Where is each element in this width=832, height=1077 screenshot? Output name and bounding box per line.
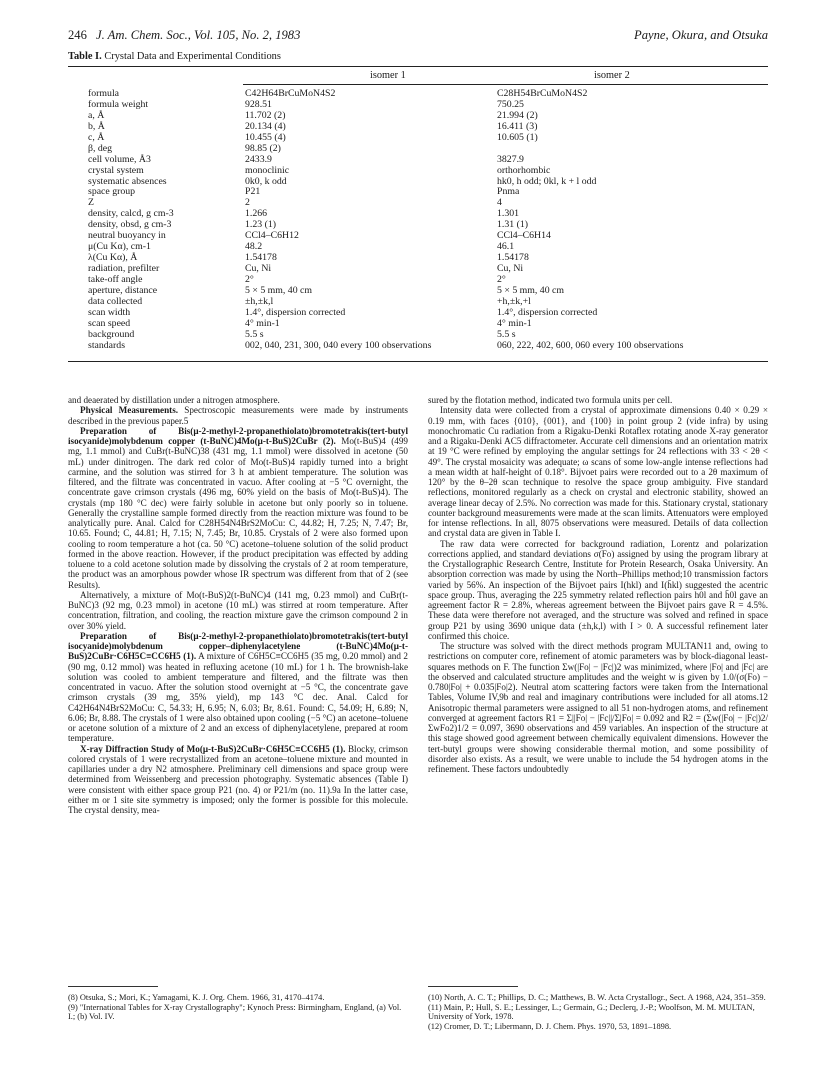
table-cell-isomer-2: 1.4°, dispersion corrected: [497, 306, 598, 318]
table-cell-isomer-1: 002, 040, 231, 300, 040 every 100 observations: [245, 339, 432, 351]
table-cell-isomer-1: 5.5 s: [245, 328, 264, 340]
table-row: [88, 144, 768, 155]
table-cell-isomer-2: 1.31 (1): [497, 219, 529, 231]
table-cell-parameter: scan speed: [88, 317, 131, 329]
table-cell-isomer-2: 2°: [497, 273, 506, 285]
table-cell-isomer-1: C42H64BrCuMoN4S2: [245, 88, 336, 99]
section-heading: X-ray Diffraction Study of Mo(μ-t-BuS)2CuBr·C6H5C≡CC6H5 (1).: [80, 743, 346, 754]
paragraph-text: Blocky, crimson colored crystals of 1 were recrystallized from an acetone–toluene mixture and mounted in capillaries under a dry N2 atmosphere. Preliminary cell dimensions and space group were determined from Weissenberg and precession photography. Systematic absences (Table I) were consistent with either space group P21 (no. 4) or P21/m (no. 11).9a In the latter case, either m or 1 site site symmetry is imposed; only the former is possible for this molecule. The crystal density, mea-: [68, 743, 408, 815]
table-cell-parameter: systematic absences: [88, 175, 167, 187]
table-cell-isomer-1: 1.4°, dispersion corrected: [245, 306, 346, 318]
table-cell-isomer-1: Cu, Ni: [245, 263, 272, 274]
table-cell-isomer-2: 4° min-1: [497, 317, 532, 329]
paragraph-text: Mo(t-BuS)4 (499 mg, 1.1 mmol) and CuBr(t-BuNC)38 (431 mg, 1.1 mmol) were dissolved in acetone (50 mL) under dinitrogen. The dark red color of Mo(t-BuS)4 rapidly turned into a bright carmine, and the solution was stirred for 3 h at ambient temperature. The solution was filtered, and the filtrate was concentrated in vacuo. After cooling at −5 °C overnight, the concentrate gave crimson crystals (496 mg, 60% yield on the basis of Mo(t-BuS)4). The crystals (mp 180 °C dec) were fairly soluble in acetone but only poorly so in toluene. Generally the crystalline sample formed directly from the reaction mixture was found to be analytically pure. Anal. Calcd for C28H54N4BrS2MoCu: C, 44.82; H, 7.25; N, 7.47; Br, 10.65. Found; C, 44.81; H, 7.15; N, 7.45; Br, 10.85. Crystals of 2 were also formed upon cooling to room temperature a hot (ca. 50 °C) acetone–toluene solution of the solid product formed in the above reaction. However, if the product precipitation was effected by adding toluene to a cold acetone solution made by dissolving the crystals of 2 at room temperature, the product was an amorphous powder whose IR spectrum was different from that of 2 (see Results).: [68, 436, 408, 590]
table-cell-isomer-2: 4: [497, 197, 502, 209]
table-cell-parameter: background: [88, 328, 135, 340]
table-row: [88, 253, 768, 264]
table-title: Crystal Data and Experimental Conditions: [104, 51, 281, 62]
running-header: [68, 28, 768, 44]
table-cell-parameter: a, Å: [88, 109, 105, 121]
body-paragraph: [68, 744, 408, 816]
table-cell-isomer-2: 1.301: [497, 208, 520, 220]
table-cell-parameter: scan width: [88, 306, 131, 318]
table-row: [88, 242, 768, 253]
table-cell-parameter: Z: [88, 197, 94, 209]
body-paragraph: [68, 405, 408, 426]
table-cell-isomer-2: 3827.9: [497, 153, 524, 165]
table-cell-isomer-1: 2: [245, 197, 250, 209]
table-cell-parameter: neutral buoyancy in: [88, 230, 166, 242]
paragraph-text: The raw data were corrected for background radiation, Lorentz and polarization corrections applied, and standard deviations σ(Fo) assigned by using the program library at the Crystallographic Research Centre, Institute for Protein Research, Osaka University. An absorption correction was made by using the North–Phillips method;10 transmission factors varied by 56%. An inspection of the Bijvoet pairs I(hkl) and I(h̄kl) suggested the acentric space group. Thus, averaging the 225 symmetry related reflection pairs h0l and h̄0l gave an agreement factor R = 2.8%, whereas agreement between the Bijvoet pairs gave R = 4.5%. These data were therefore not averaged, and the structure was solved and refined in space group P21 by using 3690 unique data (±h,k,l) with I > 0. A successful refinement later confirmed this choice.: [428, 538, 768, 641]
table-row: [88, 330, 768, 341]
table-cell-parameter: formula: [88, 88, 120, 99]
footnote: (9) "International Tables for X-ray Crystallography"; Kynoch Press: Birmingham, England, (a) Vol. I.; (b) Vol. IV.: [68, 1002, 402, 1022]
table-cell-isomer-1: 5 × 5 mm, 40 cm: [245, 284, 313, 296]
table-cell-isomer-1: 1.54178: [245, 252, 277, 264]
crystal-data-table: [88, 89, 768, 352]
table-cell-isomer-2: 5 × 5 mm, 40 cm: [497, 284, 565, 296]
table-cell-isomer-2: 1.54178: [497, 252, 529, 264]
table-cell-isomer-2: 21.994 (2): [497, 109, 538, 121]
right-text-column: [428, 395, 768, 774]
table-cell-parameter: λ(Cu Kα), Å: [88, 252, 138, 264]
paragraph-text: The structure was solved with the direct methods program MULTAN11 and, owing to restrictions on computer core, refinement of atomic parameters was by block-diagonal least-squares methods on F. The function Σw(|Fo| − |Fc|)2 was minimized, where |Fo| and |Fc| are the observed and calculated structure amplitudes and the weight w is given by 1.0/(σ(Fo) − 0.780|Fo| + 0.035|Fo|2). Neutral atom scattering factors were taken from the International Tables, Volume IV,9b and real and imaginary contributions were included for all atoms.12 Anisotropic thermal parameters were assigned to all 51 non-hydrogen atoms, and refinement converged at agreement factors R1 = Σ||Fo| − |Fc||/Σ|Fo| = 0.092 and R2 = (Σw(|Fo| − |Fc|)2/ΣwFo2)1/2 = 0.097, 3690 observations and 459 variables. An inspection of the structure at this stage showed good agreement between chemically equivalent dimensions. However the tert-butyl groups were showing considerable thermal motion, and some possibility of disorder also exists. As a result, we were unable to include the 54 hydrogen atoms in the refinement. These factors undoubtedly: [428, 641, 768, 774]
table-cell-isomer-2: orthorhombic: [497, 164, 551, 176]
table-cell-isomer-2: Pnma: [497, 186, 520, 198]
table-bottom-rule: [68, 361, 768, 362]
footnote: (8) Otsuka, S.; Mori, K.; Yamagami, K. J. Org. Chem. 1966, 31, 4170–4174.: [68, 993, 325, 1002]
paragraph-text: Spectroscopic measurements were made by instruments described in the previous paper.5: [68, 405, 408, 426]
table-row: [88, 177, 768, 188]
paragraph-text: and deaerated by distillation under a nitrogen atmosphere.: [68, 395, 280, 405]
section-heading: Preparation of Bis(μ-2-methyl-2-propanethiolato)bromotetrakis(tert-butyl isocyanide)molybdenum copper–diphenylacetylene (t-BuNC)4Mo(μ-t-BuS)2CuBr·C6H5C≡CC6H5 (1).: [68, 630, 408, 662]
table-row: [88, 264, 768, 275]
body-paragraph: [68, 395, 408, 405]
table-label: Table I.: [68, 51, 102, 62]
table-cell-parameter: μ(Cu Kα), cm-1: [88, 241, 151, 253]
footnote: (11) Main, P.; Hull, S. E.; Lessinger, L.; Germain, G.; Declerq, J.-P.; Woolfson, M. M. MULTAN, University of York, 1978.: [428, 1002, 755, 1022]
body-paragraph: [428, 405, 768, 538]
table-cell-isomer-2: 060, 222, 402, 600, 060 every 100 observations: [497, 339, 684, 351]
table-cell-parameter: space group: [88, 186, 136, 198]
table-cell-parameter: density, obsd, g cm-3: [88, 219, 172, 231]
table-row: [88, 319, 768, 330]
table-cell-isomer-1: 98.85 (2): [245, 142, 281, 154]
table-cell-isomer-2: 10.605 (1): [497, 131, 538, 143]
column-header-rule: [243, 84, 768, 85]
paragraph-text: A mixture of C6H5C≡CC6H5 (35 mg, 0.20 mmol) and 2 (90 mg, 0.12 mmol) was heated in refluxing acetone (10 mL) for 1 h. The brownish-lake solution was cooled to ambient temperature and filtered, and the filtrate was then concentrated in vacuo. After the solution stood overnight at −5 °C, the concentrate gave crimson crystals (39 mg, 35% yield), mp 143 °C dec. Anal. Calcd for C42H64N4BrS2MoCu: C, 54.33; H, 6.95; N, 6.03; Br, 8.61. Found: C, 54.09; H, 6.89; N, 6.06; Br, 8.88. The crystals of 1 were also obtained upon cooling (−5 °C) an acetone–toluene or acetone solution of a mixture of 2 and an excess of diphenylacetylene, prepared at room temperature.: [68, 651, 408, 744]
body-paragraph: [428, 641, 768, 774]
table-cell-isomer-1: 0k0, k odd: [245, 175, 287, 187]
table-cell-isomer-1: CCl4–C6H12: [245, 230, 299, 242]
table-cell-isomer-2: 16.411 (3): [497, 120, 538, 132]
journal-citation: J. Am. Chem. Soc., Vol. 105, No. 2, 1983: [96, 28, 301, 42]
column-header-isomer-2: isomer 2: [594, 70, 630, 81]
paragraph-text: Alternatively, a mixture of Mo(t-BuS)2(t-BuNC)4 (141 mg, 0.23 mmol) and CuBr(t-BuNC)3 (92 mg, 0.23 mmol) in acetone (10 mL) was stirred at room temperature. After concentration, filtration, and cooling, the reaction mixture gave the crimson compound 2 in over 30% yield.: [68, 589, 408, 631]
table-cell-isomer-1: monoclinic: [245, 164, 290, 176]
table-cell-parameter: data collected: [88, 295, 143, 307]
author-line: Payne, Okura, and Otsuka: [634, 28, 768, 42]
left-footnotes: [68, 993, 408, 1022]
table-cell-parameter: crystal system: [88, 164, 144, 176]
table-row: [88, 308, 768, 319]
paragraph-text: Intensity data were collected from a crystal of approximate dimensions 0.40 × 0.29 × 0.19 mm, with faces {010}, {001}, and {100} in point group 2 (vide infra) by using monochromatic Cu radiation from a Rigaku-Denki Rotaflex rotating anode X-ray generator and a Rigaku-Denki AC5 diffractometer. Accurate cell dimensions and an orientation matrix at 19 °C were refined by employing the angular settings for 24 reflections with 33 < 2θ < 49°. The crystal mosaicity was adequate; ω scans of some low-angle intense reflections had a mean width at half-height of 0.18°. Bijvoet pairs were recorded out to a 2θ maximum of 120° by the θ–2θ scan technique to resolve the space group ambiguity. Five standard reflections, monitored regularly as a check on crystal and electronic stability, showed an average linear decay of 2.5%. No correction was made for this. Stationary crystal, stationary counter background measurements were made at the scan limits. Attenuators were employed for intense reflections. In all, 8075 observations were measured. Details of data collection and crystal data are given in Table I.: [428, 405, 768, 539]
table-cell-isomer-1: 1.23 (1): [245, 219, 277, 231]
table-row: [88, 297, 768, 308]
body-paragraph: [428, 539, 768, 642]
body-paragraph: [68, 590, 408, 631]
table-cell-parameter: standards: [88, 339, 126, 351]
footnote: (12) Cromer, D. T.; Libermann, D. J. Chem. Phys. 1970, 53, 1891–1898.: [428, 1022, 672, 1032]
table-cell-isomer-1: 2°: [245, 273, 254, 285]
table-cell-isomer-1: 2433.9: [245, 153, 272, 165]
table-row: [88, 187, 768, 198]
footnote: (10) North, A. C. T.; Phillips, D. C.; Matthews, B. W. Acta Crystallogr., Sect. A 1968, A24, 351–359.: [428, 993, 766, 1002]
table-row: [88, 341, 768, 352]
table-row: [88, 155, 768, 166]
footnote-rule-left: [68, 986, 158, 987]
left-text-column: [68, 395, 408, 815]
table-cell-isomer-2: 750.25: [497, 98, 524, 110]
body-paragraph: [68, 426, 408, 590]
body-paragraph: [428, 395, 768, 405]
table-cell-isomer-2: hk0, h odd; 0kl, k + l odd: [497, 175, 597, 187]
table-cell-isomer-2: CCl4–C6H14: [497, 230, 551, 242]
table-cell-parameter: aperture, distance: [88, 284, 158, 296]
body-paragraph: [68, 631, 408, 744]
table-cell-parameter: formula weight: [88, 98, 149, 110]
table-row: [88, 122, 768, 133]
right-footnotes: [428, 993, 768, 1032]
table-top-rule: [68, 66, 768, 67]
table-cell-parameter: β, deg: [88, 142, 113, 154]
table-row: [88, 209, 768, 220]
table-row: [88, 111, 768, 122]
table-row: [88, 231, 768, 242]
table-row: [88, 133, 768, 144]
table-cell-isomer-2: 46.1: [497, 241, 515, 253]
table-cell-isomer-1: 48.2: [245, 241, 263, 253]
table-row: [88, 286, 768, 297]
table-cell-parameter: density, calcd, g cm-3: [88, 208, 174, 220]
table-cell-parameter: cell volume, Å3: [88, 153, 151, 165]
section-heading: Physical Measurements.: [80, 405, 179, 416]
table-cell-isomer-1: 1.266: [245, 208, 268, 220]
table-cell-isomer-1: P21: [245, 186, 261, 198]
table-cell-isomer-2: Cu, Ni: [497, 263, 524, 274]
table-row: [88, 100, 768, 111]
column-header-isomer-1: isomer 1: [370, 70, 406, 81]
table-cell-parameter: c, Å: [88, 131, 105, 143]
table-cell-isomer-2: 5.5 s: [497, 328, 516, 340]
table-cell-isomer-1: 10.455 (4): [245, 131, 286, 143]
footnote-rule-right: [428, 986, 518, 987]
table-row: [88, 166, 768, 177]
table-cell-isomer-1: 20.134 (4): [245, 120, 286, 132]
paragraph-text: sured by the flotation method, indicated two formula units per cell.: [428, 395, 673, 405]
table-cell-isomer-1: ±h,±k,l: [245, 295, 274, 307]
table-cell-isomer-1: 928.51: [245, 98, 272, 110]
section-heading: Preparation of Bis(μ-2-methyl-2-propanethiolato)bromotetrakis(tert-butyl isocyanide)molybdenum copper (t-BuNC)4Mo(μ-t-BuS)2CuBr (2).: [68, 425, 408, 446]
table-cell-parameter: take-off angle: [88, 273, 143, 285]
table-row: [88, 198, 768, 209]
table-cell-isomer-2: +h,±k,+l: [497, 295, 531, 307]
table-caption: [68, 51, 281, 62]
table-cell-parameter: radiation, prefilter: [88, 263, 160, 274]
table-cell-isomer-2: C28H54BrCuMoN4S2: [497, 88, 588, 99]
page-number: 246: [68, 28, 87, 42]
table-cell-parameter: b, Å: [88, 120, 105, 132]
table-cell-isomer-1: 4° min-1: [245, 317, 280, 329]
table-row: [88, 275, 768, 286]
table-row: [88, 220, 768, 231]
table-cell-isomer-1: 11.702 (2): [245, 109, 286, 121]
table-row: [88, 89, 768, 100]
